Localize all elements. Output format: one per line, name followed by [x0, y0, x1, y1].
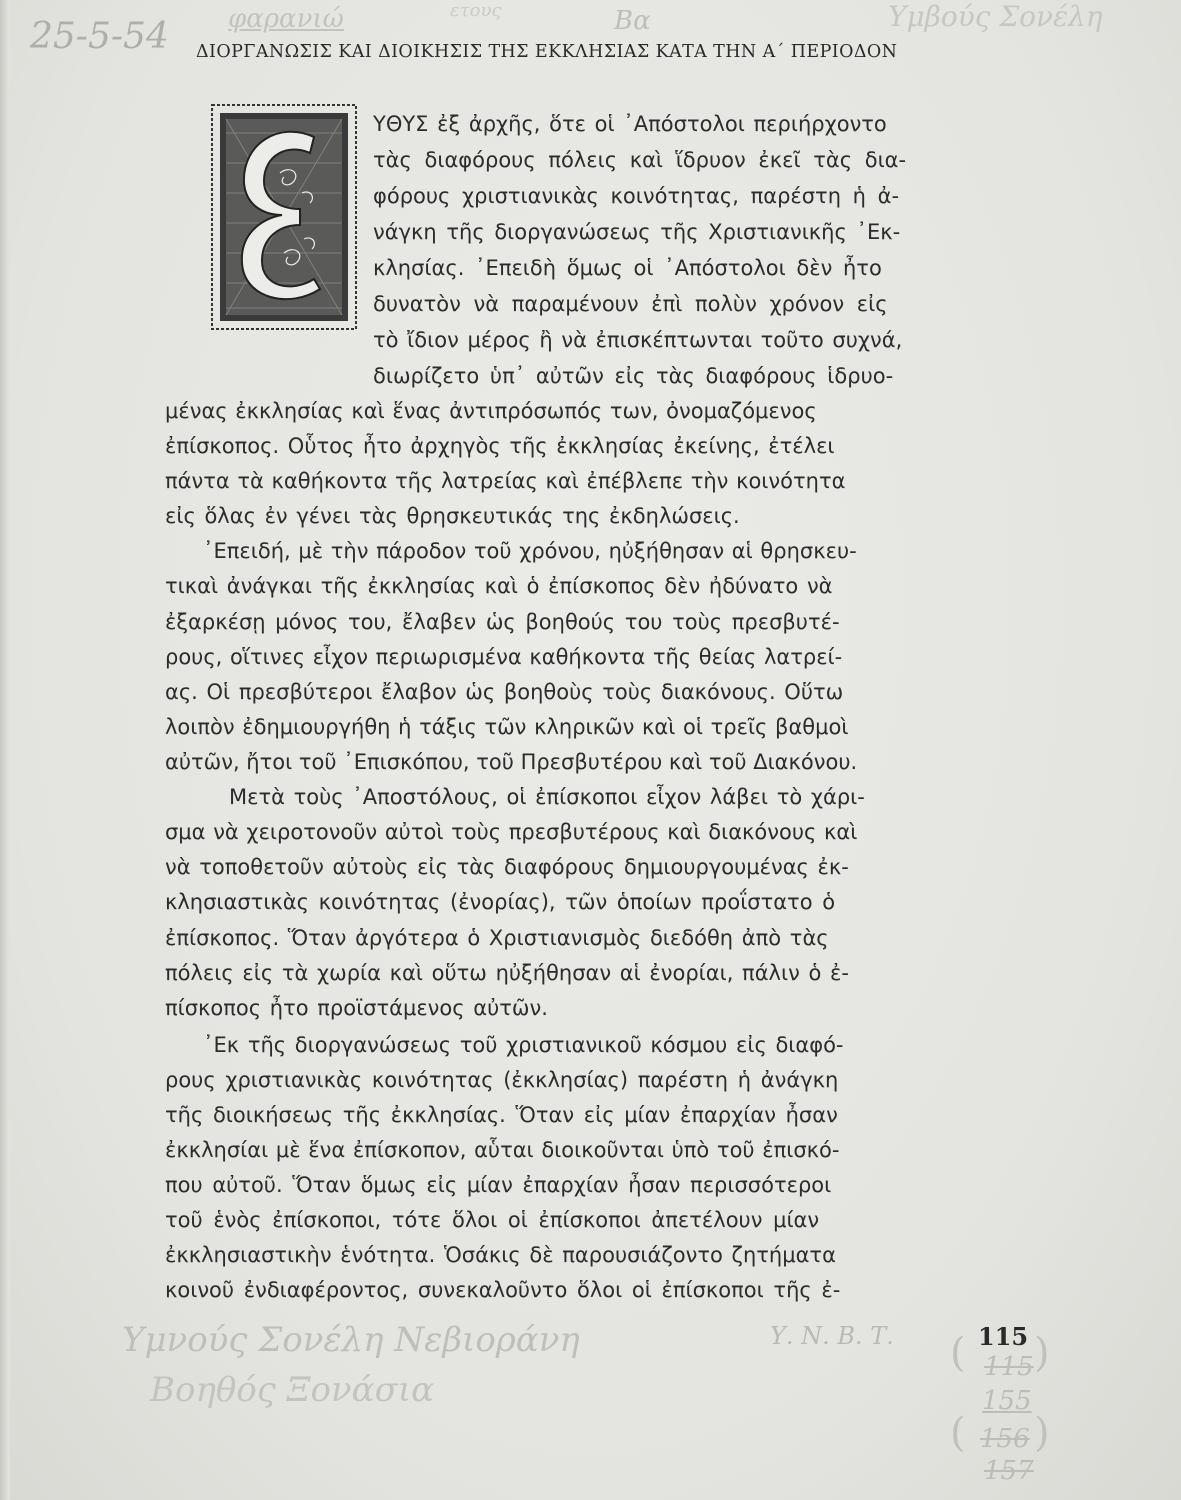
text-line: ἐκκλησίαι μὲ ἕνα ἐπίσκοπον, αὗται διοικοῦνται ὑπὸ τοῦ ἐπισκό- [165, 1138, 840, 1162]
handwritten-page-number: 115 [984, 1352, 1034, 1382]
text-line: πίσκοπος ἦτο προϊστάμενος αὐτῶν. [165, 996, 548, 1020]
text-line: φόρους χριστιανικὰς κοινότητας, παρέστη ἡ ἀ- [373, 184, 900, 208]
running-header: ΔΙΟΡΓΑΝΩΣΙΣ ΚΑΙ ΔΙΟΙΚΗΣΙΣ ΤΗΣ ΕΚΚΛΗΣΙΑΣ ΚΑΤΑ ΤΗΝ Α΄ ΠΕΡΙΟΔΟΝ [196, 42, 898, 62]
text-line: τὰς διαφόρους πόλεις καὶ ἵδρυον ἐκεῖ τὰς δια- [373, 148, 907, 172]
handwritten-date: 25-5-54 [30, 16, 169, 57]
text-line: ἐκκλησιαστικὴν ἑνότητα. Ὁσάκις δὲ παρουσιάζοντο ζητήματα [165, 1243, 836, 1267]
text-line: ἐξαρκέσῃ μόνος του, ἔλαβεν ὡς βοηθούς του τοὺς πρεσβυτέ- [165, 610, 840, 634]
text-line: τὸ ἴδιον μέρος ἢ νὰ ἐπισκέπτωνται τοῦτο συχνά, [373, 328, 903, 352]
text-line: ἐπίσκοπος. Οὗτος ἦτο ἀρχηγὸς τῆς ἐκκλησίας ἐκείνης, ἐτέλει [165, 434, 835, 458]
text-line: κοινοῦ ἐνδιαφέροντος, συνεκαλοῦντο ὅλοι οἱ ἐπίσκοποι τῆς ἐ- [165, 1278, 841, 1302]
text-line: λοιπὸν ἐδημιουργήθη ἡ τάξις τῶν κληρικῶν καὶ οἱ τρεῖς βαθμοὶ [165, 715, 849, 739]
text-line: ᾿Εκ τῆς διοργανώσεως τοῦ χριστιανικοῦ κόσμου εἰς διαφό- [203, 1033, 844, 1057]
ornamental-dropcap [210, 103, 358, 331]
page-number: 115 [978, 1322, 1029, 1351]
handwritten-page-number: 155 [982, 1386, 1032, 1416]
text-line: διωρίζετο ὑπ᾿ αὐτῶν εἰς τὰς διαφόρους ἱδρυο- [373, 364, 894, 388]
text-line: σμα νὰ χειροτονοῦν αὐτοὶ τοὺς πρεσβυτέρους καὶ διακόνους καὶ [165, 820, 858, 844]
handwritten-note: ετους [450, 0, 502, 21]
text-line: ρους, οἵτινες εἶχον περιωρισμένα καθήκοντα τῆς θείας λατρεί- [165, 645, 843, 669]
text-line: νὰ τοποθετοῦν αὐτοὺς εἰς τὰς διαφόρους δημιουργουμένας ἐκ- [165, 855, 849, 879]
text-line: πάντα τὰ καθήκοντα τῆς λατρείας καὶ ἐπέβλεπε τὴν κοινότητα [165, 469, 846, 493]
text-line: μένας ἐκκλησίας καὶ ἕνας ἀντιπρόσωπός των, ὀνομαζόμενος [165, 399, 817, 423]
handwritten-page-number: 156 [980, 1424, 1030, 1454]
handwritten-note: Υ. Ν. Β. Τ. [770, 1322, 894, 1350]
text-line: τοῦ ἑνὸς ἐπίσκοποι, τότε ὅλοι οἱ ἐπίσκοποι ἀπετέλουν μίαν [165, 1208, 820, 1232]
handwritten-note: Βα [614, 6, 651, 36]
handwritten-page-number: 157 [984, 1456, 1034, 1486]
text-line: τικαὶ ἀνάγκαι τῆς ἐκκλησίας καὶ ὁ ἐπίσκοπος δὲν ἠδύνατο νὰ [165, 574, 833, 598]
text-line: που αὐτοῦ. Ὅταν ὅμως εἰς μίαν ἐπαρχίαν ἦσαν περισσότεροι [165, 1173, 832, 1197]
handwritten-bracket: ) [1034, 1330, 1050, 1376]
text-line: πόλεις εἰς τὰ χωρία καὶ οὕτω ηὐξήθησαν αἱ ἐνορίαι, πάλιν ὁ ἐ- [165, 961, 849, 985]
text-line: ΥΘΥΣ ἐξ ἀρχῆς, ὅτε οἱ ᾿Απόστολοι περιήρχοντο [373, 112, 887, 136]
text-line: ρους χριστιανικὰς κοινότητας (ἐκκλησίας) παρέστη ἡ ἀνάγκη [165, 1068, 839, 1092]
text-line: εἰς ὅλας ἐν γένει τὰς θρησκευτικάς της ἐκδηλώσεις. [165, 504, 740, 528]
text-line: ᾿Επειδή, μὲ τὴν πάροδον τοῦ χρόνου, ηὐξήθησαν αἱ θρησκευ- [203, 539, 857, 563]
text-line: ας. Οἱ πρεσβύτεροι ἔλαβον ὡς βοηθοὺς τοὺς διακόνους. Οὕτω [165, 680, 844, 704]
text-line: ἐπίσκοπος. Ὅταν ἀργότερα ὁ Χριστιανισμὸς διεδόθη ἀπὸ τὰς [165, 926, 829, 950]
svg-text:Ε: Ε [284, 323, 285, 324]
handwritten-bracket: ( [950, 1330, 966, 1376]
handwritten-note: Βοηθός Ξονάσια [150, 1370, 435, 1410]
text-line: αὐτῶν, ἤτοι τοῦ ᾿Επισκόπου, τοῦ Πρεσβυτέρου καὶ τοῦ Διακόνου. [165, 750, 858, 774]
handwritten-bracket: ) [1034, 1410, 1050, 1456]
text-line: τῆς διοικήσεως τῆς ἐκκλησίας. Ὅταν εἰς μίαν ἐπαρχίαν ἦσαν [165, 1103, 838, 1127]
text-line: νάγκη τῆς διοργανώσεως τῆς Χριστιανικῆς ᾿Εκ- [373, 220, 901, 244]
page-edge-shadow [0, 0, 10, 1500]
text-line: δυνατὸν νὰ παραμένουν ἐπὶ πολὺν χρόνον εἰς [373, 292, 888, 316]
text-line: κλησίας. ᾿Επειδὴ ὅμως οἱ ᾿Απόστολοι δὲν ἦτο [373, 256, 882, 280]
handwritten-note: φαρανιώ [228, 4, 344, 34]
text-line: κλησιαστικὰς κοινότητας (ἐνορίας), τῶν ὁποίων προΐστατο ὁ [165, 890, 836, 914]
text-line: Μετὰ τοὺς ᾿Αποστόλους, οἱ ἐπίσκοποι εἶχον λάβει τὸ χάρι- [229, 785, 865, 809]
handwritten-note: Υμβούς Σονέλη [888, 0, 1103, 33]
handwritten-note: Υμνούς Σονέλη Νεβιοράνη [122, 1320, 580, 1360]
handwritten-bracket: ( [950, 1410, 966, 1456]
